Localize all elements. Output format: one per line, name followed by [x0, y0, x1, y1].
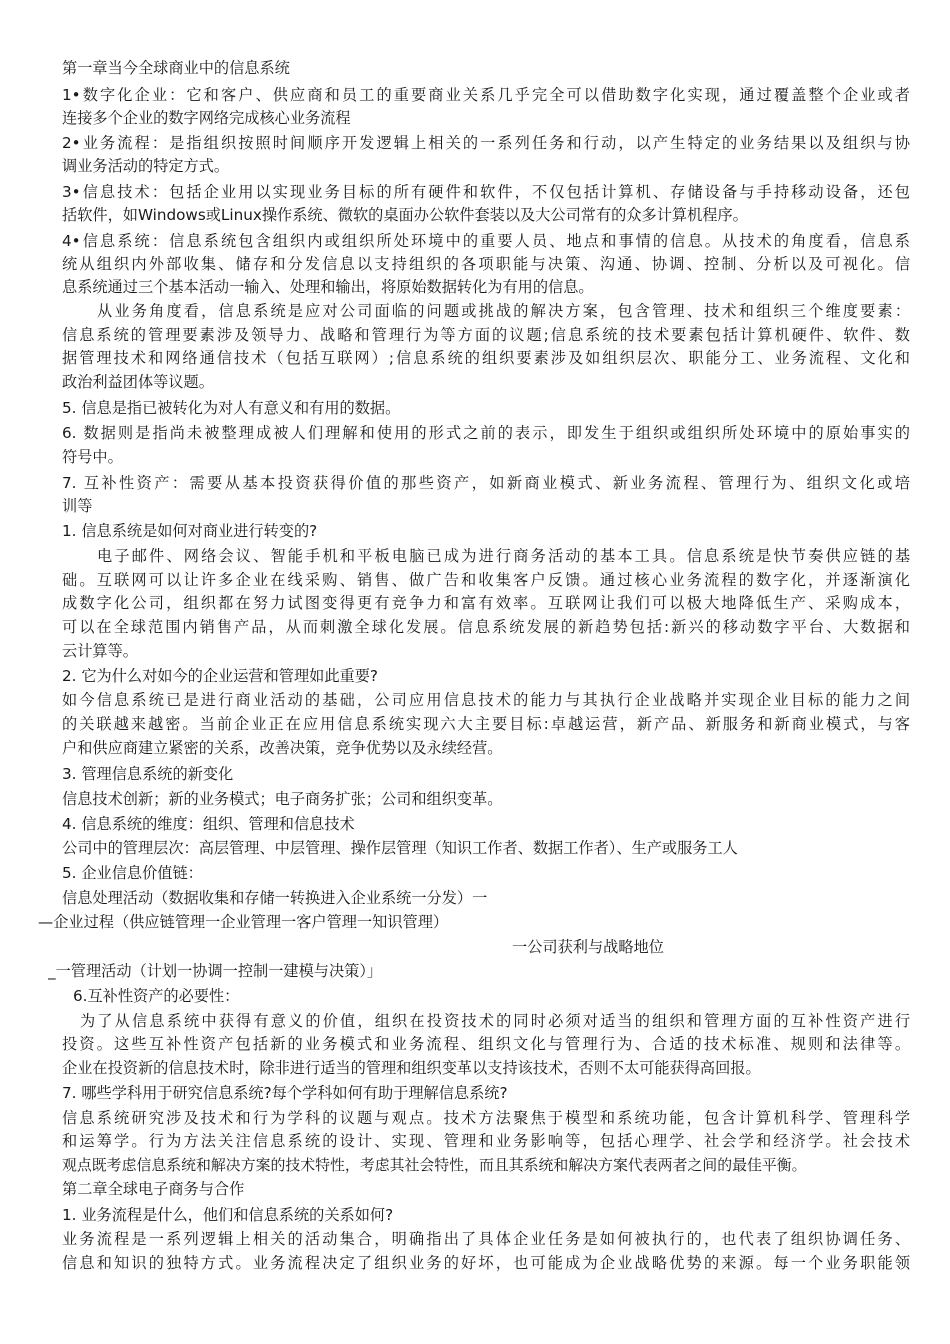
- chapter-1-title: 第一章当今全球商业中的信息系统: [62, 59, 290, 77]
- question-heading: 4. 信息系统的维度：组织、管理和信息技术: [62, 815, 355, 833]
- text-line: 符号中。: [62, 448, 123, 466]
- text-line: 信息和知识的独特方式。业务流程决定了组织业务的好坏，也可能成为企业战略优势的来源。每一个业务职能领: [62, 1254, 910, 1272]
- text-line: 信息系统的管理要素涉及领导力、战略和管理行为等方面的议题;信息系统的技术要素包括计算机硬件、软件、数: [62, 326, 910, 344]
- definition-information-system: 4•信息系统：信息系统包含组织内或组织所处环境中的重要人员、地点和事情的信息。从技术的角度看，信息系: [62, 232, 910, 250]
- text-line: 成数字化公司，组织都在努力试图变得更有竞争力和富有效率。互联网让我们可以极大地降低生产、采购成本，: [62, 594, 910, 612]
- definition-complementary-assets: 7. 互补性资产：需要从基本投资获得价值的那些资产，如新商业模式、新业务流程、管理行为、组织文化或培: [62, 474, 910, 492]
- chapter-2-title: 第二章全球电子商务与合作: [62, 1180, 245, 1198]
- question-heading: 2. 它为什么对如今的企业运营和管理如此重要?: [62, 667, 378, 685]
- text-line: 业务流程是一系列逻辑上相关的活动集合，明确指出了具体企业任务是如何被执行的，也代表了组织协调任务、: [62, 1230, 910, 1248]
- definition-information: 5. 信息是指已被转化为对人有意义和有用的数据。: [62, 399, 401, 417]
- text-line: 公司中的管理层次：高层管理、中层管理、操作层管理（知识工作者、数据工作者）、生产或服务工人: [62, 839, 738, 857]
- question-heading: 6.互补性资产的必要性：: [73, 987, 240, 1005]
- text-line: 调业务活动的特定方式。: [62, 157, 230, 175]
- text-line: 投资。这些互补性资产包括新的业务模式和业务流程、组织文化与管理行为、合适的技术标准、规则和法律等。: [62, 1035, 910, 1053]
- text-line: 据管理技术和网络通信技术（包括互联网）;信息系统的组织要素涉及如组织层次、职能分工、业务流程、文化和: [62, 349, 910, 367]
- question-heading: 1. 业务流程是什么，他们和信息系统的关系如何?: [62, 1206, 394, 1224]
- definition-business-process: 2•业务流程：是指组织按照时间顺序开发逻辑上相关的一系列任务和行动，以产生特定的业务结果以及组织与协: [62, 134, 910, 152]
- text-line: 础。互联网可以让许多企业在线采购、销售、做广告和收集客户反馈。通过核心业务流程的数字化，并逐渐演化: [62, 571, 910, 589]
- text-line: 可以在全球范围内销售产品，从而刺激全球化发展。信息系统发展的新趋势包括:新兴的移动数字平台、大数据和: [62, 618, 910, 636]
- text-line: 的关联越来越密。当前企业正在应用信息系统实现六大主要目标:卓越运营，新产品、新服务和新商业模式，与客: [62, 715, 910, 733]
- text-line: 户和供应商建立紧密的关系，改善决策，竞争优势以及永续经营。: [62, 739, 503, 757]
- definition-data: 6. 数据则是指尚未被整理成被人们理解和使用的形式之前的表示，即发生于组织或组织所处环境中的原始事实的: [62, 424, 910, 442]
- text-line: 为了从信息系统中获得有意义的价值，组织在投资技术的同时必须对适当的组织和管理方面的互补性资产进行: [80, 1012, 910, 1030]
- text-line: 息系统通过三个基本活动一输入、处理和输出，将原始数据转化为有用的信息。: [62, 278, 594, 296]
- definition-digital-enterprise: 1•数字化企业：它和客户、供应商和员工的重要商业关系几乎完全可以借助数字化实现，通过覆盖整个企业或者: [62, 86, 910, 104]
- text-line: 观点既考虑信息系统和解决方案的技术特性，考虑其社会特性，而且其系统和解决方案代表两者之间的最佳平衡。: [62, 1156, 807, 1174]
- value-chain-line: —企业过程（供应链管理一企业管理一客户管理一知识管理）: [38, 913, 449, 931]
- text-line: 信息技术创新；新的业务模式；电子商务扩张；公司和组织变革。: [62, 790, 503, 808]
- question-heading: 7. 哪些学科用于研究信息系统?每个学科如何有助于理解信息系统?: [62, 1084, 508, 1102]
- text-line: 从业务角度看，信息系统是应对公司面临的问题或挑战的解决方案，包含管理、技术和组织三个维度要素：: [97, 302, 910, 320]
- text-line: 电子邮件、网络会议、智能手机和平板电脑已成为进行商务活动的基本工具。信息系统是快节奏供应链的基: [97, 547, 910, 565]
- text-line: 统从组织内外部收集、储存和分发信息以支持组织的各项职能与决策、沟通、协调、控制、分析以及可视化。信: [62, 255, 910, 273]
- text-line: 如今信息系统已是进行商业活动的基础，公司应用信息技术的能力与其执行企业战略并实现企业目标的能力之间: [62, 691, 910, 709]
- value-chain-line: 一公司获利与战略地位: [512, 938, 664, 956]
- definition-information-technology: 3•信息技术：包括企业用以实现业务目标的所有硬件和软件，不仅包括计算机、存储设备与手持移动设备，还包: [62, 183, 910, 201]
- text-line: 企业在投资新的信息技术时，除非进行适当的管理和组织变革以支持该技术，否则不太可能获得高回报。: [62, 1059, 761, 1077]
- text-line: 训等: [62, 497, 93, 515]
- value-chain-line: _一管理活动（计划一协调一控制一建模与决策）」: [48, 962, 383, 980]
- question-heading: 5. 企业信息价值链：: [62, 864, 203, 882]
- text-line: 连接多个企业的数字网络完成核心业务流程: [62, 109, 351, 127]
- question-heading: 1. 信息系统是如何对商业进行转变的?: [62, 522, 318, 540]
- text-line: 信息系统研究涉及技术和行为学科的议题与观点。技术方法聚焦于模型和系统功能，包含计算机科学、管理科学: [62, 1109, 910, 1127]
- text-line: 政治利益团体等议题。: [62, 373, 214, 391]
- text-line: 和运筹学。行为方法关注信息系统的设计、实现、管理和业务影响等，包括心理学、社会学和经济学。社会技术: [62, 1132, 910, 1150]
- text-line: 云计算等。: [62, 642, 138, 660]
- question-heading: 3. 管理信息系统的新变化: [62, 765, 234, 783]
- value-chain-line: 信息处理活动（数据收集和存储一转换进入企业系统一分发）一: [62, 889, 488, 907]
- text-line: 括软件，如Windows或Linux操作系统、微软的桌面办公软件套装以及大公司常有的众多计算机程序。: [62, 206, 748, 224]
